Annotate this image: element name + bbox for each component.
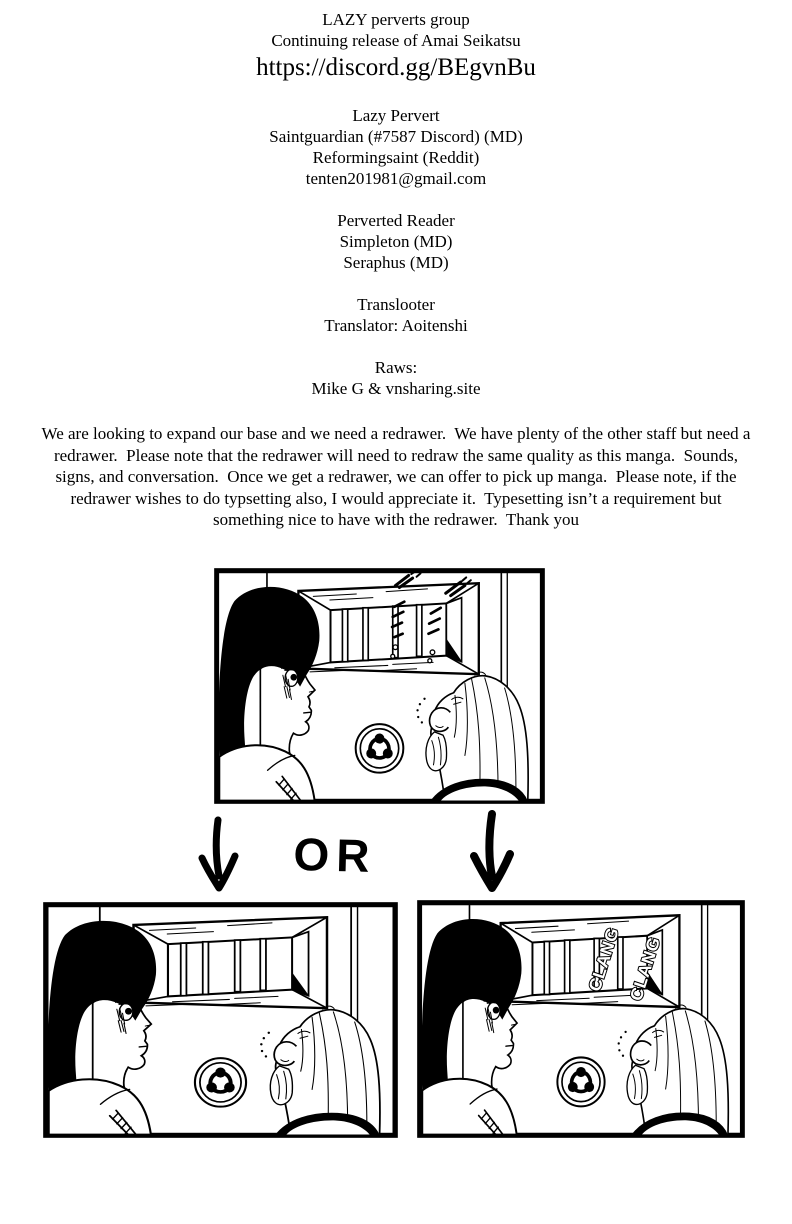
recruitment-paragraph (0, 423, 792, 531)
credit-member: Translator: Aoitenshi (324, 316, 468, 335)
recruitment-line: signs, and conversation. Once we get a redrawer, we can offer to pick up manga. Please note, if the (55, 467, 737, 486)
credit-member: Reformingsaint (Reddit) (312, 148, 480, 167)
recruitment-line: something nice to have with the redrawer. Thank you (212, 510, 580, 529)
manga-panel-clean-art (43, 902, 398, 1138)
discord-invite-url[interactable]: https://discord.gg/BEgvnBu (256, 54, 536, 81)
credit-member-email: tenten201981@gmail.com (305, 169, 487, 188)
credit-role: Raws: (374, 358, 418, 377)
credit-section-perverted-reader (0, 210, 792, 273)
release-note: Continuing release of Amai Seikatsu (271, 31, 521, 50)
clang-sfx-text: CLANG (625, 933, 665, 1004)
manga-panel-clang-art (417, 900, 745, 1138)
credit-role: Perverted Reader (337, 211, 455, 230)
recruitment-line: redrawer wishes to do typsetting also, I would appreciate it. Typesetting isn’t a requirement but (70, 488, 722, 508)
credit-member: Saintguardian (#7587 Discord) (MD) (269, 127, 523, 146)
down-arrow-icon (196, 816, 240, 896)
credit-section-raws (0, 357, 792, 399)
credit-section-translooter (0, 294, 792, 336)
credit-role: Lazy Pervert (352, 106, 440, 125)
manga-panel-original-art (214, 568, 545, 804)
clang-sfx-text: CLANG (584, 924, 623, 994)
credit-member: Mike G & vnsharing.site (311, 379, 481, 398)
down-arrow-icon (466, 810, 516, 896)
recruitment-line: redrawer. Please note that the redrawer will need to redraw the same quality as this manga. Sounds, (53, 445, 739, 465)
group-name: LAZY perverts group (322, 10, 470, 29)
credit-role: Translooter (357, 295, 435, 314)
credit-member: Seraphus (MD) (343, 253, 449, 272)
or-divider-label: OR (292, 827, 378, 883)
credit-member: Simpleton (MD) (339, 232, 453, 251)
manga-panel-redrawn-english-sfx (417, 900, 745, 1138)
recruitment-line: We are looking to expand our base and we need a redrawer. We have plenty of the other staff but need a (41, 424, 751, 443)
credits-block (0, 0, 792, 531)
credit-section-lazy-pervert (0, 105, 792, 189)
manga-panel-redrawn-clean (43, 902, 398, 1138)
manga-panel-original (214, 568, 545, 804)
